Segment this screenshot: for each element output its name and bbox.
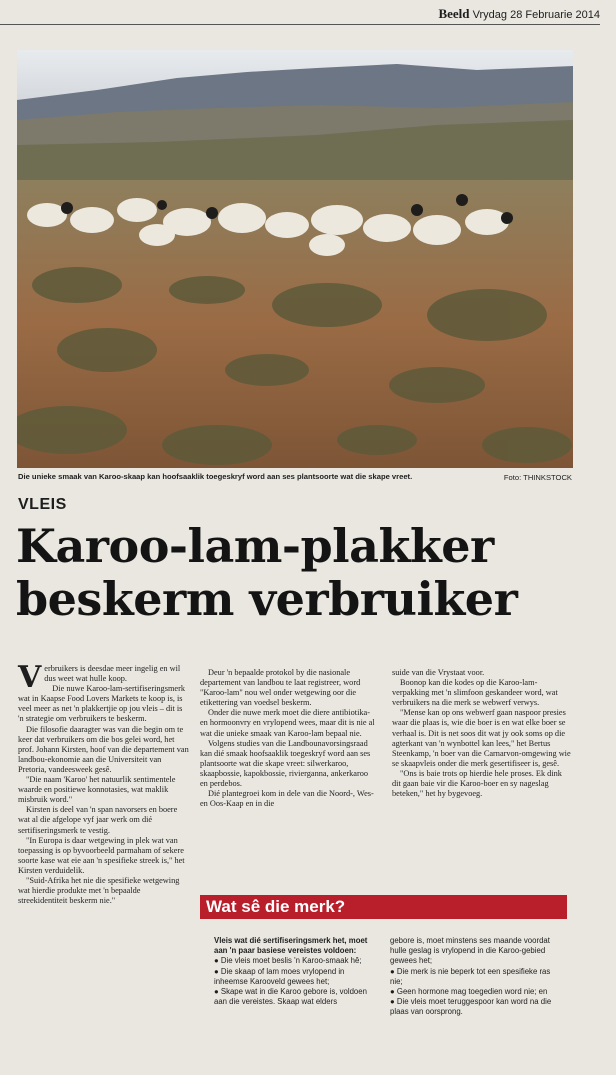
caption-text: Die unieke smaak van Karoo-skaap kan hoofsaaklik toegeskryf word aan ses plantsoorte wat die skape vreet.	[18, 472, 413, 481]
paragraph: "Ons is baie trots op hierdie hele proses. Ek dink dit gaan baie vir die Karoo-boer en sy nageslag beteken," het hy bygevoeg.	[392, 768, 562, 799]
article-column-1	[18, 660, 189, 906]
masthead	[0, 6, 600, 25]
newspaper-name: Beeld	[438, 6, 470, 21]
issue-date: Vrydag 28 Februarie 2014	[472, 9, 600, 21]
paragraph: Volgens studies van die Landbounavorsingsraad kan dié smaak hoofsaaklik toegeskryf word aan ses plantsoorte wat die skape vreet: silwerkaroo, skaapbossie, kapokbossie, rivierganna, ankerkaroo en perdebos.	[200, 738, 371, 789]
article-column-2	[200, 668, 375, 809]
headline-line-2: beskerm verbruiker	[16, 572, 518, 626]
sidebar-box-column-2	[390, 936, 565, 1018]
paragraph: Deur 'n bepaalde protokol by die nasionale departement van landbou te laat registreer, word "Karoo-lam" nou wel onder wetgewing oor die etikettering van voedsel beskerm.	[200, 668, 361, 708]
paragraph: Dié plantegroei kom in dele van die Noord-, Wes- en Oos-Kaap en in die	[200, 789, 374, 809]
article-column-3	[392, 668, 572, 799]
sheep-photo	[17, 50, 573, 468]
paragraph: Die nuwe Karoo-lam-sertifiseringsmerk wat in Kaapse Food Lovers Markets te koop is, is veel meer as net 'n plakkertjie op jou vleis – dit is 'n strategie om verbruikers te beskerm.	[18, 684, 185, 724]
headline	[16, 520, 596, 626]
paragraph: "In Europa is daar wetgewing in plek wat van toepassing is op byvoorbeeld parmaham of sekere soorte kase wat eie aan 'n spesifieke streek is," het Kirsten verduidelik.	[18, 835, 185, 875]
drop-cap: V	[18, 660, 42, 695]
section-label: VLEIS	[18, 496, 67, 513]
box-list-item: ● Geen hormone mag toegedien word nie; en	[390, 987, 548, 997]
paragraph: "Die naam 'Karoo' het natuurlik sentimentele waarde en positiewe konnotasies, wat maklik misbruik word."	[18, 775, 176, 805]
paragraph: Die filosofie daaragter was van die begin om te keer dat verbruikers om die bos gelei word, het prof. Johann Kirsten, hoof van die departement van landbou-ekonomie aan die Universiteit van Pretoria, vandeesweek gesê.	[18, 724, 189, 774]
paragraph: Onder die nuwe merk moet die diere antibiotika- en hormoonvry en vrylopend wees, maar dit is nie al wat die unieke smaak van Karoo-lam bepaal nie.	[200, 708, 375, 738]
box-list-item: ● Die vleis moet teruggespoor kan word na die plaas van oorsprong.	[390, 997, 552, 1017]
paragraph: Verbruikers is deesdae meer ingelig en wil dus weet wat hulle koop.	[18, 660, 181, 695]
headline-line-1: Karoo-lam-plakker	[16, 519, 494, 573]
box-list-item: ● Die merk is nie beperk tot een spesifieke ras nie;	[390, 966, 551, 986]
photo-caption	[18, 472, 574, 481]
paragraph: Boonop kan die kodes op die Karoo-lam-verpakking met 'n slimfoon geskandeer word, wat verbruikers na die merk se webwerf verwys.	[392, 678, 558, 708]
box-list-item: ● Die vleis moet beslis 'n Karoo-smaak hê;	[214, 956, 362, 966]
paragraph: Kirsten is deel van 'n span navorsers en boere wat al die afgelope vyf jaar werk om dié sertifiseringsmerk te vestig.	[18, 805, 178, 835]
box-list-item: gebore is, moet minstens ses maande voordat hulle geslag is vrylopend in die Karoo-gebied gewees het;	[390, 936, 550, 966]
box-list-item: ● Skape wat in die Karoo gebore is, voldoen aan die vereistes. Skaap wat elders	[214, 987, 367, 1007]
paragraph: "Mense kan op ons webwerf gaan naspoor presies waar die plaas is, wie die boer is en wat elke boer se verhaal is. Dit is net soos dit wat jy ook soms op die agterkant van 'n wynbottel kan lees," het Bertus Steenkamp, 'n boer van die Carnarvon-omgewing wie se skaapvleis onder die merk gesertifiseer is, gesê.	[392, 708, 571, 768]
box-list-item: ● Die skaap of lam moes vrylopend in inheemse Karooveld gewees het;	[214, 966, 345, 986]
sidebar-box-title: Wat sê die merk?	[200, 895, 567, 919]
sidebar-box-column-1	[214, 936, 379, 1007]
paragraph: "Suid-Afrika het nie die spesifieke wetgewing wat hierdie produkte met 'n bepaalde streekidentiteit beskerm nie."	[18, 875, 180, 906]
photo-credit: Foto: THINKSTOCK	[503, 473, 572, 482]
paragraph: suide van die Vrystaat voor.	[392, 668, 485, 677]
box-intro: Vleis wat dié sertifiseringsmerk het, moet aan 'n paar basiese vereistes voldoen:	[214, 936, 368, 956]
